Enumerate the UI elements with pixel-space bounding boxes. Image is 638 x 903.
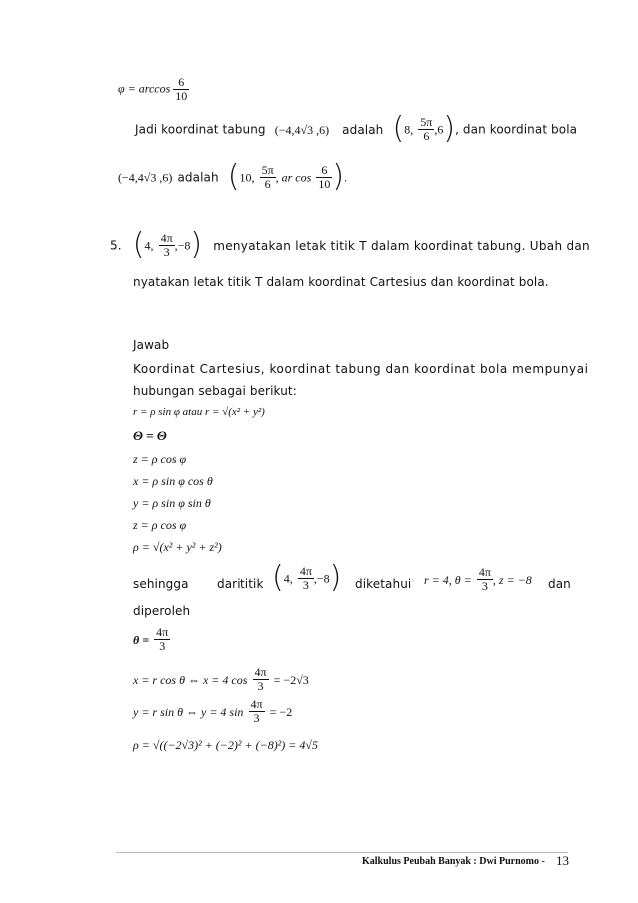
known-values: [424, 566, 532, 593]
so-point: [272, 560, 342, 595]
pt-num: 4π: [160, 230, 173, 245]
phi-num: 6: [173, 76, 189, 90]
footer-divider: [116, 852, 568, 853]
x-num: 4π: [254, 665, 267, 679]
conclusion-text-1: Jadi koordinat tabung: [135, 122, 266, 137]
x-rhs: = −2√3: [273, 673, 309, 687]
so-pt-den: 3: [302, 577, 309, 592]
y-rhs: = −2: [269, 705, 293, 719]
so-pt-a: 4,: [283, 571, 293, 586]
x-result: [133, 666, 309, 693]
eq-x: x = ρ sin φ cos θ: [133, 474, 213, 488]
known-a: r = 4, θ =: [424, 573, 472, 587]
sph-mid: , ar cos: [275, 170, 312, 185]
paren-open-4: (: [272, 560, 284, 595]
conclusion-text-4: adalah: [177, 170, 219, 185]
problem-number: 5.: [110, 238, 122, 253]
page-number: 13: [556, 853, 569, 868]
problem-5-line-2: nyatakan letak titik T dalam koordinat Cartesius dan koordinat bola.: [133, 275, 549, 289]
eq-z-2: z = ρ cos φ: [133, 518, 187, 532]
paren-close-4: ): [329, 560, 342, 595]
y-den: 3: [253, 711, 260, 725]
sph-a: 10,: [239, 170, 255, 185]
sph-num-1: 5π: [261, 162, 274, 177]
phi-lhs: φ = arccos: [118, 81, 171, 96]
theta-lhs: θ =: [133, 633, 150, 647]
pt-a: 4,: [144, 238, 154, 253]
pt-fraction: [159, 232, 175, 259]
y-fraction: [249, 698, 265, 725]
paren-close-3: ): [190, 227, 203, 262]
so-pt-b: ,−8: [313, 571, 330, 586]
phi-equation: [118, 76, 189, 103]
paren-open: (: [392, 111, 405, 146]
sph-den-1: 6: [264, 176, 271, 191]
cyl-fraction: [418, 116, 434, 143]
paren-open-3: (: [132, 227, 145, 262]
obtained-word: diperoleh: [133, 604, 191, 618]
theta-den: 3: [159, 639, 166, 653]
conclusion-line-2: [118, 159, 348, 194]
cyl-num: 5π: [420, 114, 433, 129]
sph-fraction-2: [316, 164, 332, 191]
known-num: 4π: [478, 565, 491, 579]
x-fraction: [253, 666, 269, 693]
theta-fraction: [154, 626, 170, 653]
cylindrical-coord-a: (−4,4√3 ,6): [274, 122, 330, 137]
phi-fraction: [173, 76, 189, 103]
cyl-den: 6: [423, 128, 430, 143]
answer-intro-2: hubungan sebagai berikut:: [133, 384, 297, 398]
paren-close: ): [443, 111, 456, 146]
sph-end: .: [344, 170, 348, 185]
conclusion-text-3: , dan koordinat bola: [455, 122, 578, 137]
so-pt-num: 4π: [299, 563, 312, 578]
phi-den: 10: [175, 89, 188, 103]
answer-intro-1: Koordinat Cartesius, koordinat tabung dan koordinat bola mempunyai: [133, 362, 589, 376]
so-pt-fraction: [298, 565, 314, 592]
so-word-2: dari: [217, 577, 241, 591]
footer-text: Kalkulus Peubah Banyak : Dwi Purnomo -: [362, 856, 545, 867]
answer-heading: Jawab: [133, 338, 170, 352]
rho-result: ρ = √((−2√3)² + (−2)² + (−8)²) = 4√5: [133, 738, 318, 752]
paren-close-2: ): [332, 159, 345, 194]
y-result: [133, 698, 292, 725]
eq-r: r = ρ sin φ atau r = √(x² + y²): [133, 406, 265, 418]
known-den: 3: [481, 579, 488, 593]
y-lhs: y = r sin θ ⇔ y = 4 sin: [133, 705, 244, 719]
known-b: , z = −8: [492, 573, 532, 587]
cyl-open: 8,: [404, 122, 414, 137]
x-den: 3: [257, 679, 264, 693]
cartesian-coord: (−4,4√3 ,6): [118, 170, 173, 185]
eq-rho: ρ = √(x² + y² + z²): [133, 540, 222, 554]
theta-result: [133, 626, 170, 653]
cyl-close: ,6: [434, 122, 444, 137]
pt-b: ,−8: [174, 238, 191, 253]
sph-fraction-1: [260, 164, 276, 191]
and-word: dan: [548, 577, 571, 591]
sph-num-2: 6: [316, 164, 332, 178]
known-word: diketahui: [355, 577, 412, 591]
pt-den: 3: [163, 244, 170, 259]
known-fraction: [477, 566, 493, 593]
eq-z: z = ρ cos φ: [133, 452, 187, 466]
eq-y: y = ρ sin φ sin θ: [133, 496, 211, 510]
so-word-3: titik: [240, 577, 264, 591]
problem-text-1: menyatakan letak titik T dalam koordinat tabung. Ubah dan: [213, 238, 590, 253]
conclusion-text-2: adalah: [342, 122, 384, 137]
eq-theta: Θ = Θ: [133, 428, 167, 443]
sph-den-2: 10: [318, 176, 331, 191]
problem-5-line-1: [110, 227, 590, 262]
x-lhs: x = r cos θ ⇔ x = 4 cos: [133, 673, 248, 687]
conclusion-line-1: [135, 111, 578, 146]
theta-num: 4π: [156, 625, 169, 639]
so-word-1: sehingga: [133, 577, 189, 591]
paren-open-2: (: [227, 159, 240, 194]
y-num: 4π: [250, 697, 263, 711]
